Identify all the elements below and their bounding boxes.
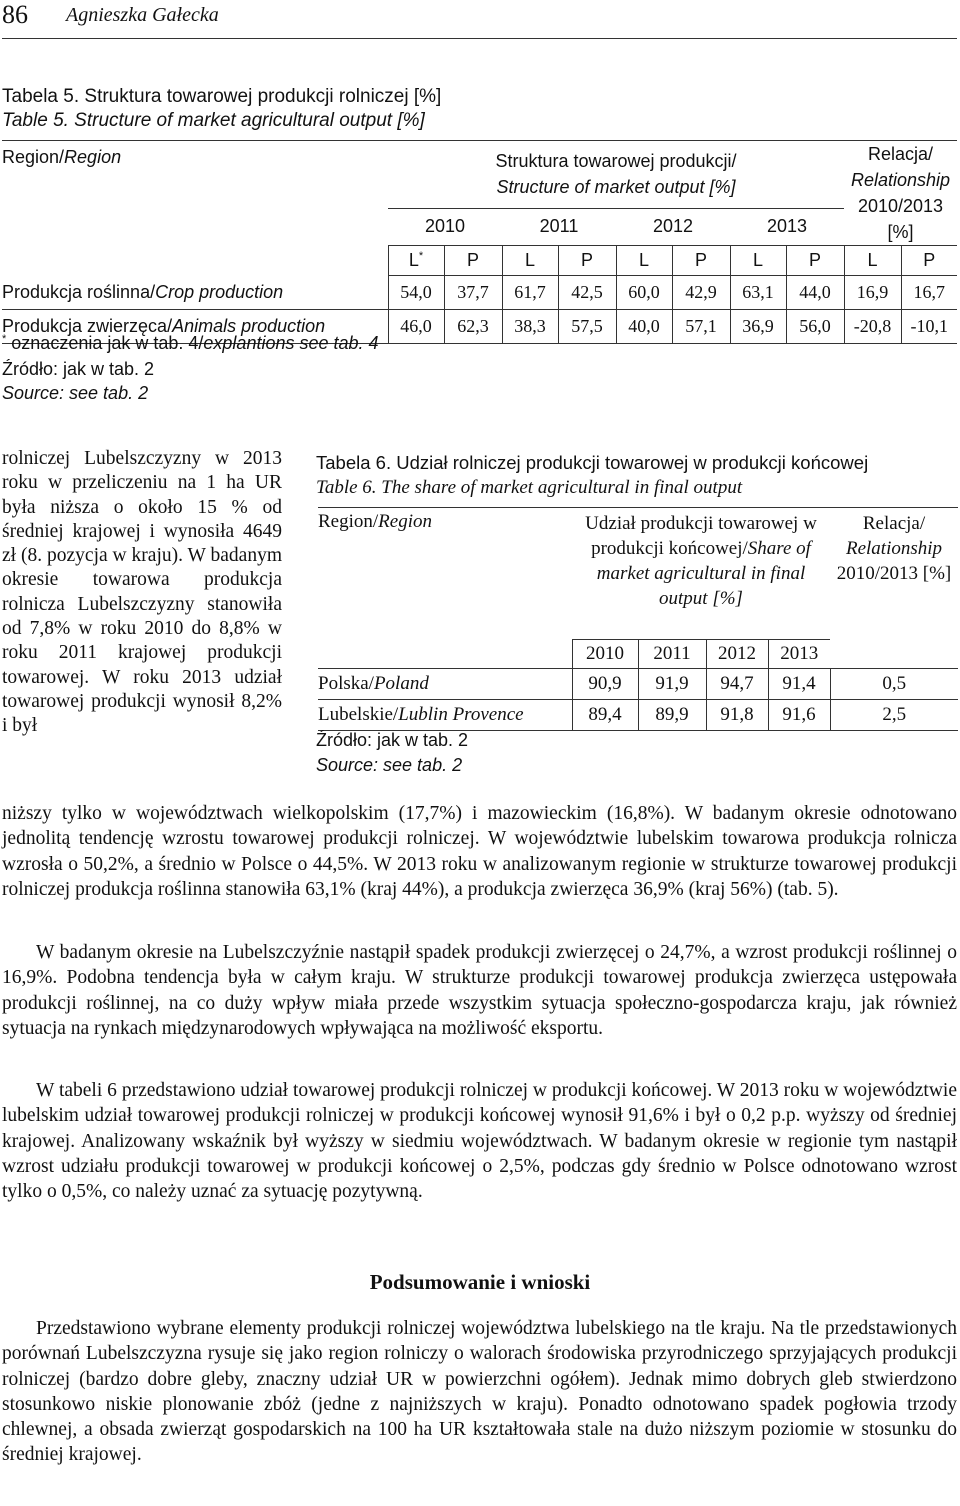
body-paragraph-2: W badanym okresie na Lubelszczyźnie nastąpił spadek produkcji zwierzęcej o 24,7%, a wzrost produkcji roślinnej o 16,9%. Podobna tendencja była w całym kraju. W strukturze produkcji towarowej produkcja zwierzęca ustępowała produkcji roślinnej, na co duży wpływ miała przede wszystkim sytuacja społeczno-gospodarcza kraju, jak również sytuacja na rynkach międzynarodowych wpływająca na możliwość eksportu.: [2, 942, 957, 1039]
table6-cell: 90,9: [572, 668, 638, 699]
table5-year: 2011: [502, 208, 616, 245]
table6-row-lubelskie: [318, 699, 958, 730]
table6-cell: 91,9: [638, 668, 706, 699]
table5-source-pl: Źródło: jak w tab. 2: [2, 359, 155, 379]
table5-header-row-1: [2, 141, 957, 209]
table5-region-header: Region/Region: [2, 141, 388, 276]
table5-cell: 57,5: [558, 309, 616, 343]
table5-footnote: * oznaczenia jak w tab. 4/explantions see tab. 4: [2, 333, 379, 353]
table5-subheader: P: [672, 246, 730, 276]
table6-source-pl: Źródło: jak w tab. 2: [316, 730, 469, 750]
body-paragraph-1: niższy tylko w województwach wielkopolskim (17,7%) i mazowieckim (16,8%). W badanym okresie odnotowano jednolitą tendencję wzrostu towarowej produkcji rolniczej. W województwie lubelskim towarowa produkcja rolnicza wzrosła o 50,2%, a średnio w Polsce o 44,5%. W 2013 roku w analizowanym regionie w strukturze towarowej produkcji rolniczej produkcja roślinna stanowiła 63,1% (kraj 44%), a produkcja zwierzęca 36,9% (kraj 56%) (tab. 5).: [2, 803, 957, 900]
table5-row-label: Produkcja roślinna/Crop production: [2, 276, 388, 310]
narrow-column-text: [2, 447, 282, 739]
table5-cell: 16,9: [844, 276, 901, 310]
table5-cell: 63,1: [730, 276, 786, 310]
table5-cell: 61,7: [502, 276, 558, 310]
table5-cell: 42,9: [672, 276, 730, 310]
table6-cell: 0,5: [830, 668, 958, 699]
section-heading: Podsumowanie i wnioski: [369, 1270, 591, 1294]
table5: [2, 140, 957, 344]
table5-cell: 60,0: [616, 276, 672, 310]
table5-row-crop: [2, 276, 957, 310]
table6-share-header: Udział produkcji towarowej w produkcji końcowej/Share of market agricultural in final output [%]: [572, 508, 830, 640]
table6-header-row: [318, 508, 958, 640]
table6-cell: 89,9: [638, 699, 706, 730]
table5-cell: 36,9: [730, 309, 786, 343]
table6-cell: 91,8: [706, 699, 768, 730]
table6-cell: 89,4: [572, 699, 638, 730]
table6-relation-header: Relacja/ Relationship 2010/2013 [%]: [830, 508, 958, 669]
table5-year: 2012: [616, 208, 730, 245]
table5-row-label: Produkcja zwierzęca/Animals production: [2, 309, 388, 343]
table6-caption-pl: Tabela 6. Udział rolniczej produkcji towarowej w produkcji końcowej: [316, 452, 869, 473]
table6-cell: 2,5: [830, 699, 958, 730]
table5-subheader: L: [730, 246, 786, 276]
table5-subheader: P: [786, 246, 844, 276]
table5-structure-header: Struktura towarowej produkcji/ Structure of market output [%]: [388, 141, 844, 209]
table6-row-poland: [318, 668, 958, 699]
table6-cell: 91,4: [768, 668, 830, 699]
table5-cell: 56,0: [786, 309, 844, 343]
table5-cell: -20,8: [844, 309, 901, 343]
table5-subheader: L*: [388, 246, 444, 276]
table6-year: 2012: [706, 640, 768, 669]
table5-subheader: P: [444, 246, 502, 276]
table5-cell: 42,5: [558, 276, 616, 310]
table5-year: 2010: [388, 208, 502, 245]
table5-subheader: L: [616, 246, 672, 276]
table6-source-en: Source: see tab. 2: [316, 755, 463, 775]
table6-year: 2010: [572, 640, 638, 669]
table6-cell: 91,6: [768, 699, 830, 730]
table5-subheader: P: [901, 246, 957, 276]
table6-cell: 94,7: [706, 668, 768, 699]
table5-cell: 62,3: [444, 309, 502, 343]
table5-caption-en: Table 5. Structure of market agricultural output [%]: [2, 110, 425, 131]
running-head-author: Agnieszka Gałecka: [66, 4, 219, 26]
table5-cell: 54,0: [388, 276, 444, 310]
table5-subheader: L: [844, 246, 901, 276]
table5-cell: 38,3: [502, 309, 558, 343]
table6-row-label: Polska/Poland: [318, 668, 572, 699]
table5-subheader: L: [502, 246, 558, 276]
table6-year: 2011: [638, 640, 706, 669]
table5-cell: 37,7: [444, 276, 502, 310]
table6-region-header: Region/Region: [318, 508, 572, 640]
table5-cell: 46,0: [388, 309, 444, 343]
table5-cell: -10,1: [901, 309, 957, 343]
body-paragraph-4: Przedstawiono wybrane elementy produkcji rolniczej województwa lubelskiego na tle kraju. Na tle przedstawionych porównań Lubelszczyzna rysuje się jako region rolniczy o walorach środowiska przyrodniczego sprzyjających produkcji rolniczej (bardzo dobre gleby, znaczny udział UR w powierzchni ogółem). Jednak mimo dobrych gleb stwierdzono stosunkowo niskie plonowanie zbóż (jedne z najniższych w kraju). Ponadto odnotowano spadek pogłowia trzody chlewnej, a obsada zwierząt gospodarskich na 100 ha UR kształtowała stale na dużo niższym poziomie w stosunku do średniej krajowej.: [2, 1318, 957, 1466]
narrow-paragraph: rolniczej Lubelszczyzny w 2013 roku w przeliczeniu na 1 ha UR była niższa o około 15 % od średniej krajowej i wynosiła 4649 zł (8. pozycja w kraju). W badanym okresie towarowa produkcja rolnicza Lubelszczyzny stanowiła od 7,8% w roku 2010 do 8,8% w roku 2011 krajowej produkcji towarowej. W roku 2013 udział towarowej produkcji wynosił 8,2% i był: [2, 448, 282, 737]
body-paragraph-3: W tabeli 6 przedstawiono udział towarowej produkcji rolniczej w produkcji końcowej. W 2013 roku w województwie lubelskim udział towarowej produkcji rolniczej w produkcji końcowej wynosił 91,6% i był o 0,2 p.p. wyższy od średniej krajowej. Analizowany wskaźnik był wyższy w siedmiu województwach. W badanym okresie w regionie tym nastąpił wzrost udziału produkcji towarowej w produkcji końcowej o 2,5%, podczas gdy średnio w Polsce odnotowano wzrost tylko o 0,5%, co należy uznać za sytuację pozytywną.: [2, 1080, 957, 1203]
table5-caption-pl: Tabela 5. Struktura towarowej produkcji rolniczej [%]: [2, 86, 442, 107]
table6-row-label: Lubelskie/Lublin Provence: [318, 699, 572, 730]
header-rule: [2, 38, 957, 39]
table5-subheader: P: [558, 246, 616, 276]
table5-cell: 44,0: [786, 276, 844, 310]
table5-cell: 16,7: [901, 276, 957, 310]
table5-cell: 57,1: [672, 309, 730, 343]
table5-cell: 40,0: [616, 309, 672, 343]
table5-relation-header: Relacja/ Relationship 2010/2013 [%]: [844, 141, 957, 246]
table5-year: 2013: [730, 208, 844, 245]
table5-source-en: Source: see tab. 2: [2, 383, 149, 403]
page-number: 86: [2, 0, 28, 29]
table6: [318, 507, 958, 731]
table6-caption-en: Table 6. The share of market agricultural in final output: [316, 477, 743, 498]
table6-year: 2013: [768, 640, 830, 669]
